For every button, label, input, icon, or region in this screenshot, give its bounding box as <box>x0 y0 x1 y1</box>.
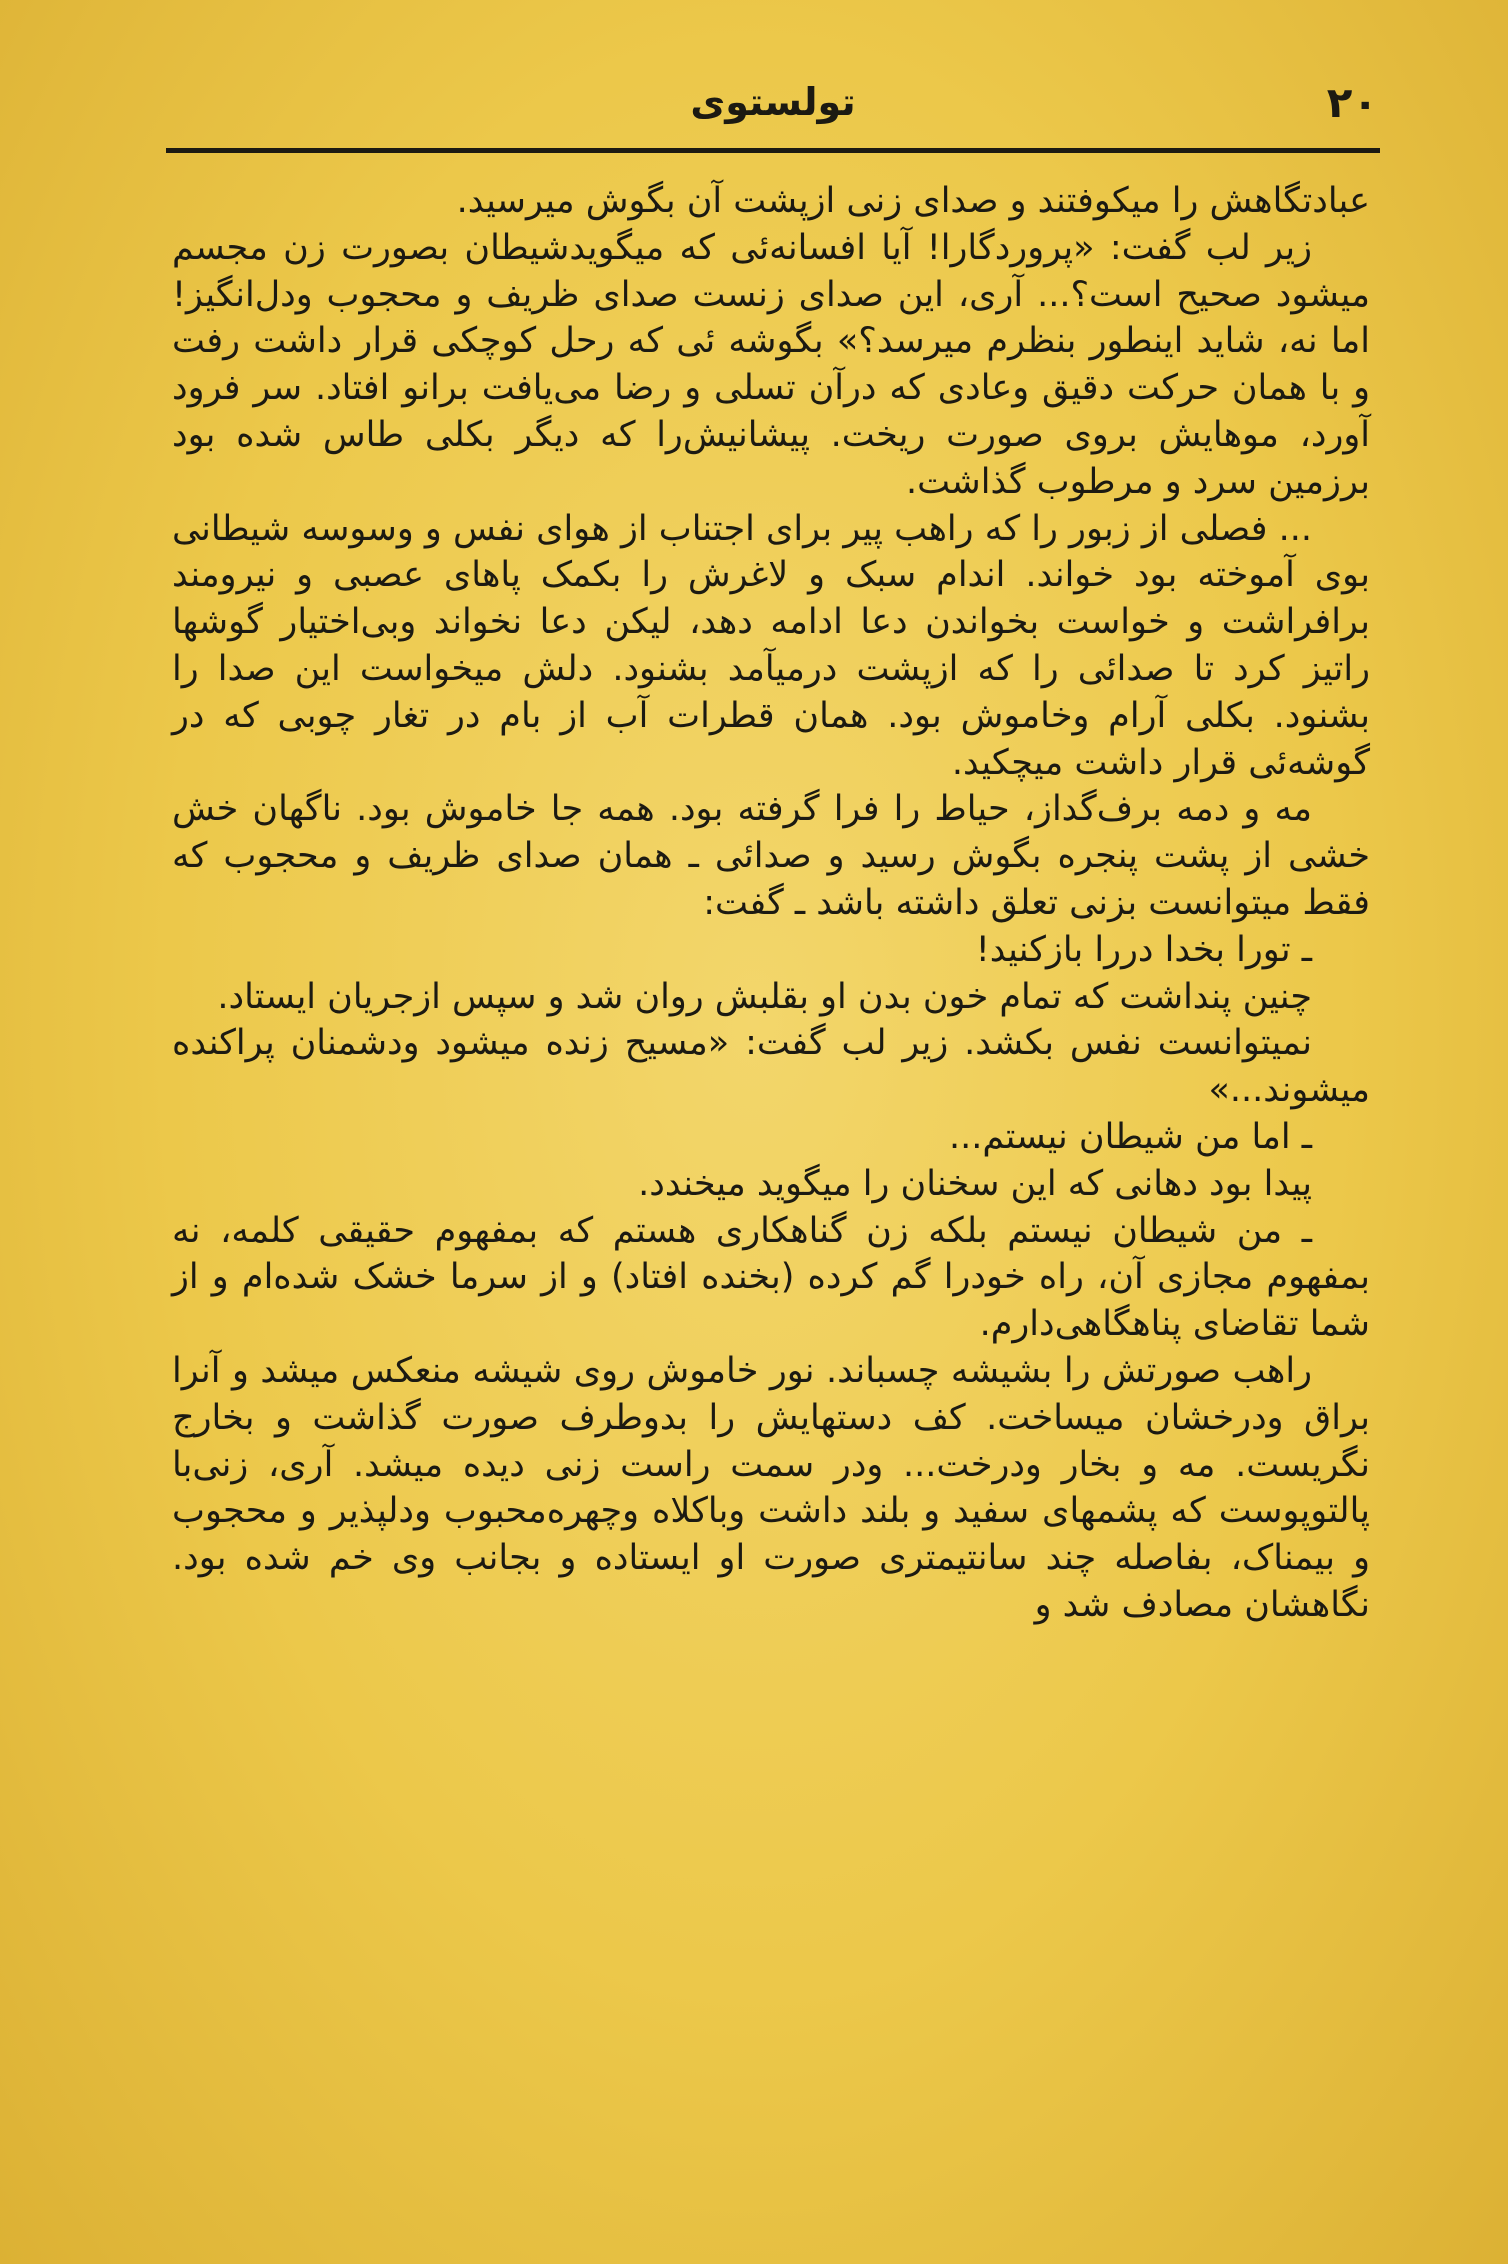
dialogue-line: ـ تورا بخدا دررا بازکنید! <box>975 929 1312 970</box>
paragraph: ... فصلی از زبور را که راهب پیر برای اجتناب از هوای نفس و وسوسه شیطانی بوی آموخته بود خواند. اندام سبک و لاغرش را بکمک پاهای عصبی و نیرومند برافراشت و خواست بخواندن دعا ادامه دهد، لیکن دعا نخواند وبی‌اختیار گوشها راتیز کرد تا صدائی را که ازپشت درمیآمد بشنود. دلش میخواست این صدا را بشنود. بکلی آرام وخاموش بود. همان قطرات آب از بام در تغار چوبی که در گوشه‌ئی قرار داشت میچکید. <box>172 508 1370 783</box>
header-rule <box>166 148 1380 153</box>
paragraph: چنین پنداشت که تمام خون بدن او بقلبش روان شد و سپس ازجریان ایستاد. <box>217 976 1312 1017</box>
paragraph: راهب صورتش را بشیشه چسباند. نور خاموش روی شیشه منعکس میشد و آنرا براق ودرخشان میساخت. کف دستهایش را بدوطرف صورت گذاشت و بخارج نگریست. مه و بخار ودرخت... ودر سمت راست زنی دیده میشد. آری، زنی‌با پالتوپوست که پشمهای سفید و بلند داشت وباکلاه وچهره‌محبوب ودلپذیر و محجوب و بیمناک، بفاصله چند سانتیمتری صورت او ایستاده و بجانب وی خم شده بود. نگاهشان مصادف شد و <box>172 1350 1370 1625</box>
dialogue-line: ـ اما من شیطان نیستم... <box>948 1116 1312 1157</box>
body-text <box>172 178 1370 1629</box>
dialogue-line: ـ من شیطان نیستم بلکه زن گناهکاری هستم که بمفهوم حقیقی کلمه، نه بمفهوم مجازی آن، راه خودرا گم کرده (بخنده افتاد) و از سرما خشک شده‌ام و از شما تقاضای پناهگاهی‌دارم. <box>172 1210 1370 1345</box>
paragraph: زیر لب گفت: «پروردگارا! آیا افسانه‌ئی که میگویدشیطان بصورت زن مجسم میشود صحیح است؟... آری، این صدای زنست صدای ظریف و محجوب ودل‌انگیز! اما نه، شاید اینطور بنظرم میرسد؟» بگوشه ئی که رحل کوچکی قرار داشت رفت و با همان حرکت دقیق وعادی که درآن تسلی و رضا می‌یافت برانو افتاد. سر فرود آورد، موهایش بروی صورت ریخت. پیشانیش‌را که دیگر بکلی طاس شده بود برزمین سرد و مرطوب گذاشت. <box>172 227 1370 502</box>
paragraph: پیدا بود دهانی که این سخنان را میگوید میخندد. <box>638 1163 1312 1204</box>
page-number: ۲۰ <box>1326 78 1378 127</box>
running-title: تولستوی <box>690 80 856 124</box>
paragraph: نمیتوانست نفس بکشد. زیر لب گفت: «مسیح زنده میشود ودشمنان پراکنده میشوند...» <box>172 1023 1370 1111</box>
page-header <box>168 78 1378 138</box>
paragraph: عبادتگاهش را میکوفتند و صدای زنی ازپشت آن بگوش میرسید. <box>456 181 1370 221</box>
paragraph: مه و دمه برف‌گداز، حیاط را فرا گرفته بود. همه جا خاموش بود. ناگهان خش خشی از پشت پنجره بگوش رسید و صدائی ـ همان صدای ظریف و محجوب که فقط میتوانست بزنی تعلق داشته باشد ـ گفت: <box>172 789 1370 923</box>
